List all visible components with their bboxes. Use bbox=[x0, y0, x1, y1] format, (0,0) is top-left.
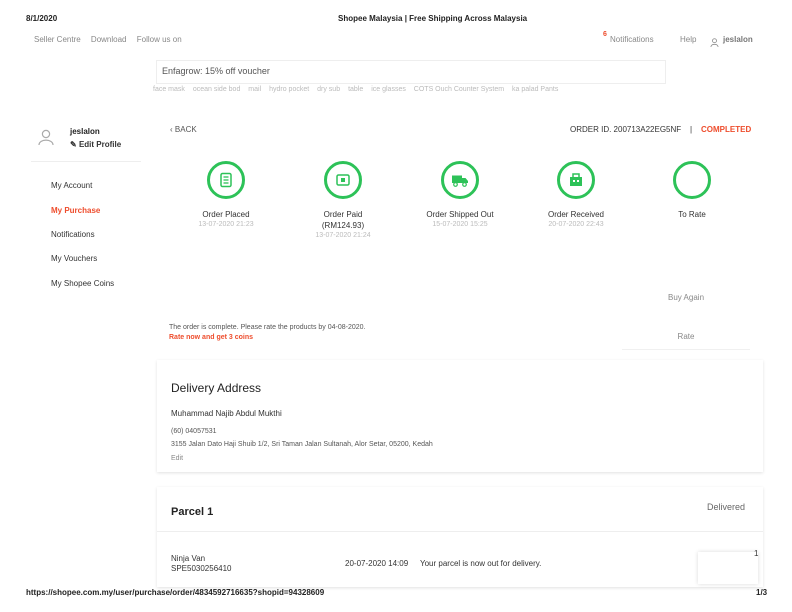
step-label: To Rate bbox=[678, 210, 706, 219]
seller-centre-link[interactable]: Seller Centre bbox=[34, 35, 81, 44]
back-button[interactable] bbox=[170, 125, 197, 134]
pencil-icon: ✎ bbox=[70, 140, 77, 149]
step-label-text: Order Paid bbox=[323, 210, 363, 219]
help-link[interactable]: Help bbox=[680, 35, 697, 44]
search-hint[interactable]: ka palad Pants bbox=[512, 86, 559, 93]
truck-icon bbox=[441, 161, 479, 199]
tracking-number: SPE5030256410 bbox=[171, 564, 232, 573]
order-id: ORDER ID. 200713A22EG5NF bbox=[570, 125, 682, 134]
sidebar-item-my-vouchers[interactable]: My Vouchers bbox=[51, 254, 98, 263]
print-date: 8/1/2020 bbox=[26, 14, 58, 23]
sidebar-item-my-purchase[interactable]: My Purchase bbox=[51, 206, 101, 215]
chat-unread-count: 1 bbox=[754, 549, 759, 558]
search-hints bbox=[153, 86, 564, 93]
search-input[interactable] bbox=[157, 61, 647, 81]
order-status: COMPLETED bbox=[701, 125, 752, 134]
tracking-status-text: Your parcel is now out for delivery. bbox=[420, 559, 542, 568]
recipient-address: 3155 Jalan Dato Haji Shuib 1/2, Sri Taman Jalan Sultanah, Alor Setar, 05200, Kedah bbox=[171, 441, 433, 448]
parcel-divider bbox=[157, 531, 763, 532]
order-header-separator: | bbox=[690, 125, 693, 134]
step-to-rate bbox=[637, 161, 747, 220]
rate-button[interactable]: Rate bbox=[622, 325, 750, 350]
print-page-number: 1/3 bbox=[756, 588, 768, 597]
recipient-phone: (60) 04057531 bbox=[171, 428, 217, 435]
download-link[interactable]: Download bbox=[90, 35, 127, 44]
courier-info bbox=[171, 554, 232, 574]
sidebar-item-my-shopee-coins[interactable]: My Shopee Coins bbox=[51, 279, 115, 288]
step-date: 13-07-2020 21:24 bbox=[315, 232, 371, 239]
tracking-time: 20-07-2020 14:09 bbox=[345, 559, 409, 568]
search-hint[interactable]: face mask bbox=[153, 86, 185, 93]
step-amount: (RM124.93) bbox=[321, 221, 365, 230]
step-label: Order Shipped Out bbox=[426, 210, 494, 219]
sidebar-item-my-account[interactable]: My Account bbox=[51, 181, 93, 190]
step-order-shipped bbox=[405, 161, 515, 228]
print-title: Shopee Malaysia | Free Shipping Across Malaysia bbox=[338, 14, 528, 23]
search-hint[interactable]: ice glasses bbox=[371, 86, 406, 93]
step-date: 20-07-2020 22:43 bbox=[548, 221, 604, 228]
follow-us-link[interactable]: Follow us on bbox=[136, 35, 182, 44]
search-hint[interactable]: ocean side bod bbox=[192, 86, 241, 93]
chat-widget[interactable] bbox=[698, 552, 758, 584]
chevron-left-icon: ‹ bbox=[170, 125, 173, 134]
wallet-icon bbox=[324, 161, 362, 199]
back-label: BACK bbox=[174, 125, 197, 134]
notifications-link[interactable]: Notifications bbox=[610, 35, 654, 44]
search-hint[interactable]: COTS Ouch Counter System bbox=[413, 86, 505, 93]
user-icon bbox=[710, 34, 719, 52]
order-complete-note: The order is complete. Please rate the products by 04-08-2020. bbox=[169, 324, 366, 331]
search-hint[interactable]: mail bbox=[248, 86, 262, 93]
step-label: Order Placed bbox=[202, 210, 250, 219]
box-icon bbox=[557, 161, 595, 199]
step-label bbox=[288, 209, 398, 231]
topnav-left bbox=[34, 35, 190, 44]
parcel-status: Delivered bbox=[707, 502, 746, 512]
step-label: Order Received bbox=[547, 210, 605, 219]
search-hint[interactable]: hydro pocket bbox=[269, 86, 310, 93]
topnav-username[interactable]: jeslalon bbox=[723, 35, 753, 44]
step-date: 15-07-2020 15:25 bbox=[432, 221, 488, 228]
edit-profile-link[interactable] bbox=[70, 140, 121, 149]
step-order-received bbox=[521, 161, 631, 228]
step-order-placed bbox=[171, 161, 281, 228]
notifications-count-badge: 6 bbox=[603, 31, 607, 38]
sidebar-divider bbox=[31, 161, 141, 162]
recipient-name: Muhammad Najib Abdul Mukthi bbox=[171, 409, 282, 418]
search-hint[interactable]: table bbox=[348, 86, 364, 93]
edit-address-link[interactable]: Edit bbox=[171, 455, 184, 462]
buy-again-button[interactable]: Buy Again bbox=[667, 293, 705, 302]
step-date: 13-07-2020 21:23 bbox=[198, 221, 254, 228]
parcel-title: Parcel 1 bbox=[171, 506, 214, 518]
parcel-card bbox=[157, 487, 763, 587]
courier-name: Ninja Van bbox=[171, 554, 206, 563]
rate-coins-note: Rate now and get 3 coins bbox=[169, 334, 254, 341]
star-icon bbox=[673, 161, 711, 199]
receipt-icon bbox=[207, 161, 245, 199]
search-hint[interactable]: dry sub bbox=[317, 86, 341, 93]
sidebar-item-notifications[interactable]: Notifications bbox=[51, 230, 95, 239]
search-bar bbox=[156, 60, 666, 84]
edit-profile-label: Edit Profile bbox=[78, 140, 122, 149]
print-url: https://shopee.com.my/user/purchase/order/4834592716635?shopid=94328609 bbox=[26, 588, 325, 597]
sidebar-username: jeslalon bbox=[70, 127, 100, 136]
step-order-paid bbox=[288, 161, 398, 239]
avatar[interactable] bbox=[37, 128, 55, 146]
delivery-address-title: Delivery Address bbox=[171, 381, 262, 395]
